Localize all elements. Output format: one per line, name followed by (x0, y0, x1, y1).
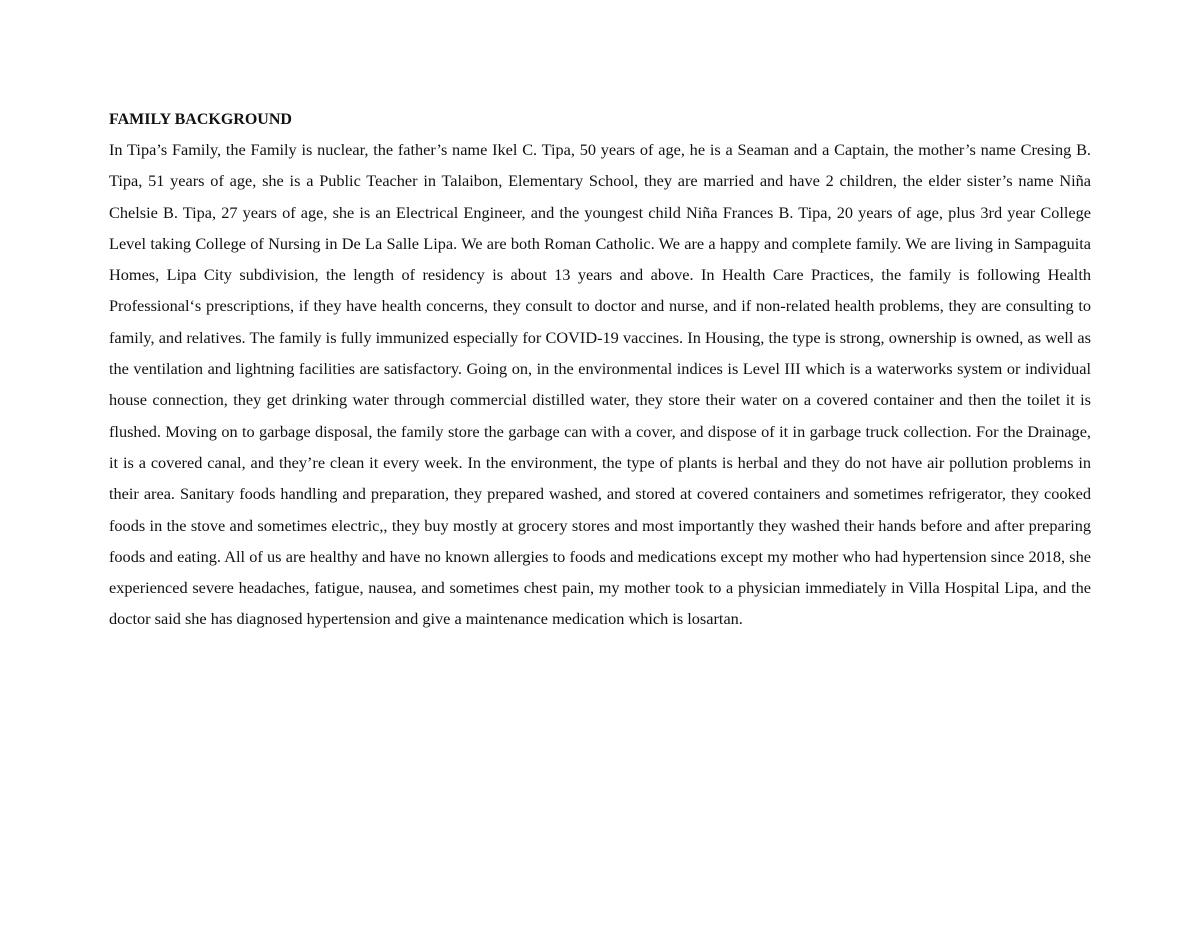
body-paragraph: In Tipa’s Family, the Family is nuclear, the father’s name Ikel C. Tipa, 50 years of age, he is a Seaman and a Captain, the mother’s name Cresing B. Tipa, 51 years of age, she is a Public Teacher in Talaibon, Elementary School, they are married and have 2 children, the elder sister’s name Niña Chelsie B. Tipa, 27 years of age, she is an Electrical Engineer, and the youngest child Niña Frances B. Tipa, 20 years of age, plus 3rd year College Level taking College of Nursing in De La Salle Lipa. We are both Roman Catholic. We are a happy and complete family. We are living in Sampaguita Homes, Lipa City subdivision, the length of residency is about 13 years and above. In Health Care Practices, the family is following Health Professional‘s prescriptions, if they have health concerns, they consult to doctor and nurse, and if non-related health problems, they are consulting to family, and relatives. The family is fully immunized especially for COVID-19 vaccines. In Housing, the type is strong, ownership is owned, as well as the ventilation and lightning facilities are satisfactory. Going on, in the environmental indices is Level III which is a waterworks system or individual house connection, they get drinking water through commercial distilled water, they store their water on a covered container and then the toilet it is flushed. Moving on to garbage disposal, the family store the garbage can with a cover, and dispose of it in garbage truck collection. For the Drainage, it is a covered canal, and they’re clean it every week. In the environment, the type of plants is herbal and they do not have air pollution problems in their area. Sanitary foods handling and preparation, they prepared washed, and stored at covered containers and sometimes refrigerator, they cooked foods in the stove and sometimes electric,, they buy mostly at grocery stores and most importantly they washed their hands before and after preparing foods and eating. All of us are healthy and have no known allergies to foods and medications except my mother who had hypertension since 2018, she experienced severe headaches, fatigue, nausea, and sometimes chest pain, my mother took to a physician immediately in Villa Hospital Lipa, and the doctor said she has diagnosed hypertension and give a maintenance medication which is losartan. (109, 140, 1091, 629)
document-body (109, 110, 1091, 635)
section-heading: FAMILY BACKGROUND (109, 111, 292, 128)
